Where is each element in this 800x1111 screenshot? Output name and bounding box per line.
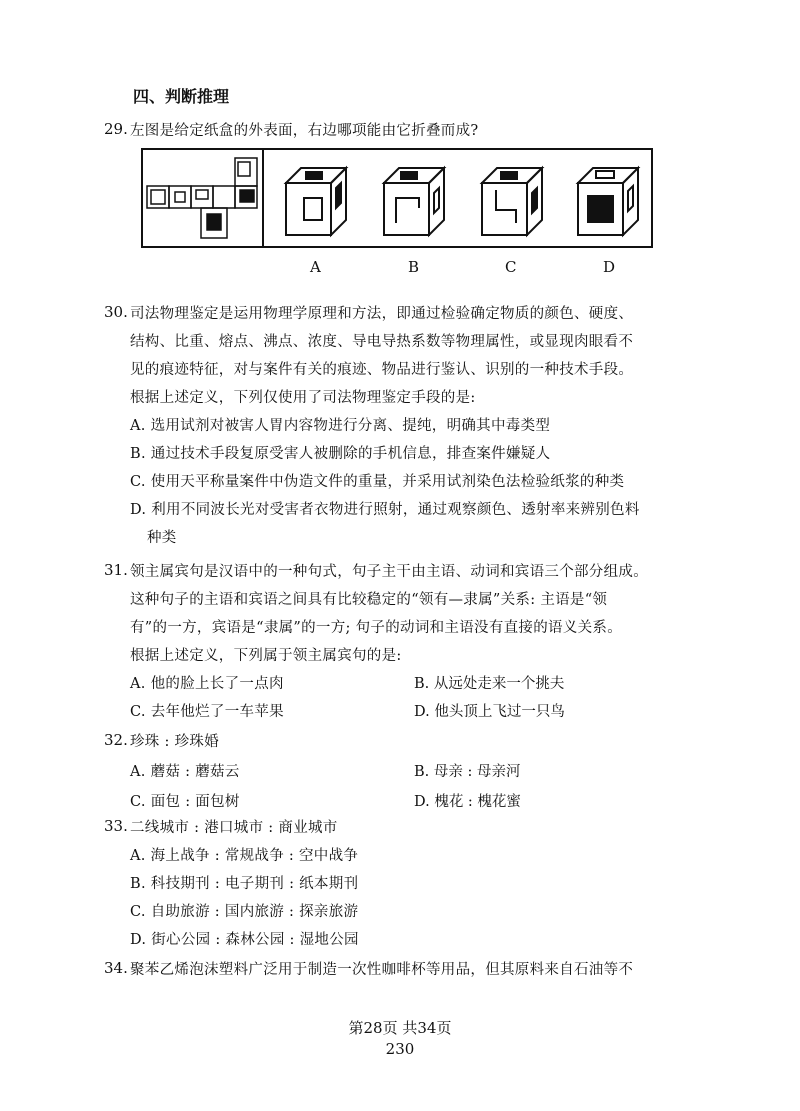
option-label-d: D (603, 258, 616, 276)
option-b: B. 科技期刊 : 电子期刊 : 纸本期刊 (130, 876, 359, 892)
cube-option-c (482, 168, 542, 235)
page-number: 230 (385, 1040, 415, 1058)
question-text-line: 领主属宾句是汉语中的一种句式，句子主干由主语、动词和宾语三个部分组成。 (130, 564, 648, 580)
question-text-line: 司法物理鉴定是运用物理学原理和方法，即通过检验确定物质的颜色、硬度、 (130, 306, 634, 322)
question-stem: 二线城市 : 港口城市 : 商业城市 (130, 820, 338, 836)
option-c: C. 使用天平称量案件中伪造文件的重量，并采用试剂染色法检验纸浆的种类 (130, 474, 625, 490)
option-b: B. 母亲 : 母亲河 (414, 764, 521, 780)
option-c: C. 面包 : 面包树 (130, 794, 240, 810)
question-number: 29. (104, 120, 128, 138)
option-a: A. 他的脸上长了一点肉 (130, 676, 284, 692)
question-text-line: 这种句子的主语和宾语之间具有比较稳定的“领有—隶属”关系: 主语是“领 (130, 592, 608, 608)
question-number: 30. (104, 303, 128, 321)
option-label-c: C (505, 258, 517, 276)
option-c: C. 自助旅游 : 国内旅游 : 探亲旅游 (130, 904, 359, 920)
question-text-line: 根据上述定义，下列属于领主属宾句的是: (130, 648, 402, 664)
section-title: 四、判断推理 (133, 87, 230, 106)
cube-option-d (578, 168, 638, 235)
page-indicator: 第28页 共34页 (348, 1019, 452, 1037)
option-d: D. 利用不同波长光对受害者衣物进行照射，通过观察颜色、透射率来辨别色料 (130, 502, 640, 518)
question-text-line: 结构、比重、熔点、沸点、浓度、导电导热系数等物理属性，或显现肉眼看不 (130, 334, 634, 350)
option-a: A. 蘑菇 : 蘑菇云 (130, 764, 240, 780)
option-d: D. 他头顶上飞过一只鸟 (414, 704, 565, 720)
question-number: 33. (104, 817, 128, 835)
option-d: D. 槐花 : 槐花蜜 (414, 794, 521, 810)
question-number: 31. (104, 561, 128, 579)
question-stem: 聚苯乙烯泡沫塑料广泛用于制造一次性咖啡杯等用品，但其原料来自石油等不 (130, 962, 634, 978)
question-text-line: 有”的一方，宾语是“隶属”的一方; 句子的动词和主语没有直接的语义关系。 (130, 620, 623, 636)
cube-net-figure (141, 148, 653, 248)
option-a: A. 海上战争 : 常规战争 : 空中战争 (130, 848, 359, 864)
question-number: 32. (104, 731, 128, 749)
question-stem: 珍珠 : 珍珠婚 (130, 734, 220, 750)
option-a: A. 选用试剂对被害人胃内容物进行分离、提纯，明确其中毒类型 (130, 418, 551, 434)
cube-net (147, 158, 257, 238)
cube-option-a (286, 168, 346, 235)
option-b: B. 从远处走来一个挑夫 (414, 676, 565, 692)
question-text-line: 见的痕迹特征，对与案件有关的痕迹、物品进行鉴认、识别的一种技术手段。 (130, 362, 634, 378)
option-label-a: A (310, 258, 321, 276)
option-b: B. 通过技术手段复原受害人被删除的手机信息，排查案件嫌疑人 (130, 446, 551, 462)
option-c: C. 去年他烂了一车苹果 (130, 704, 284, 720)
option-label-b: B (408, 258, 420, 276)
option-d-continued: 种类 (147, 530, 177, 546)
option-d: D. 街心公园 : 森林公园 : 湿地公园 (130, 932, 359, 948)
question-text-line: 根据上述定义，下列仅使用了司法物理鉴定手段的是: (130, 390, 476, 406)
question-stem: 左图是给定纸盒的外表面，右边哪项能由它折叠而成? (130, 123, 479, 139)
cube-option-b (384, 168, 444, 235)
question-number: 34. (104, 959, 128, 977)
